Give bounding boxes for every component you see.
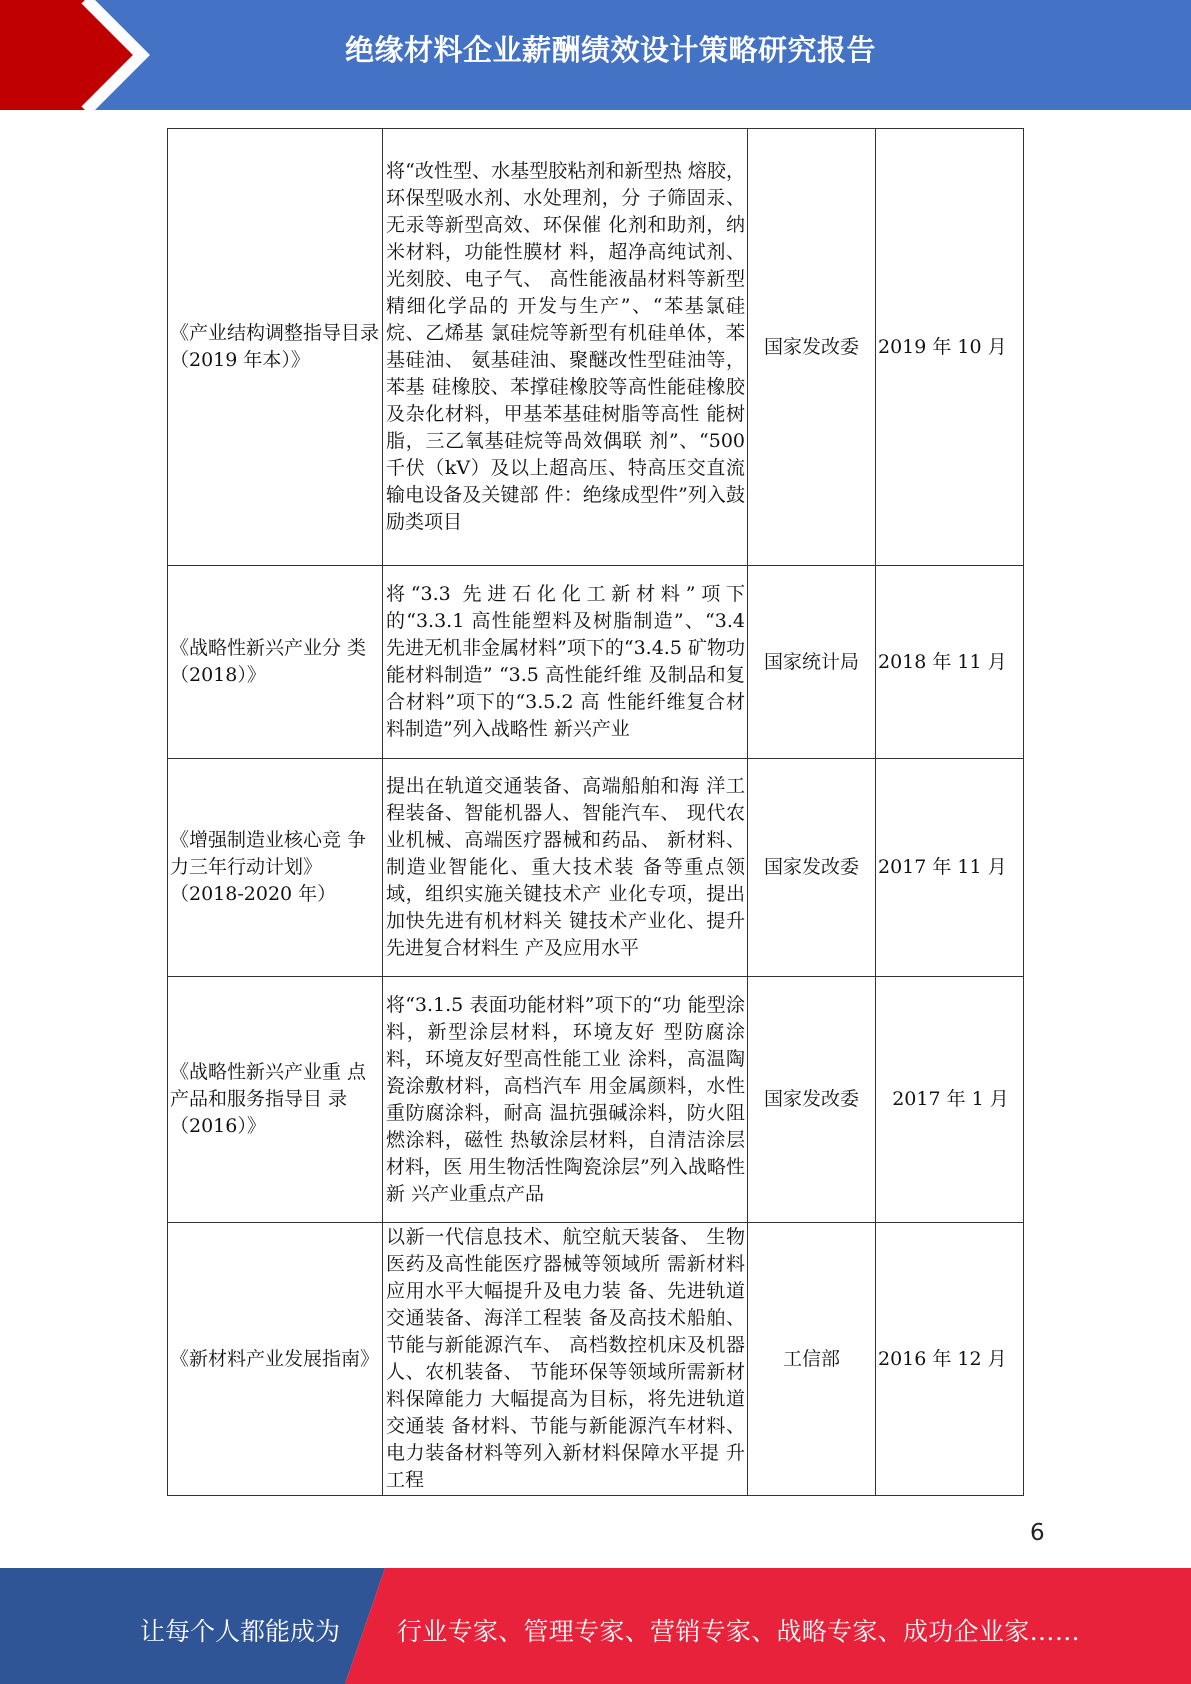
policy-content-cell: 将“3.1.5 表面功能材料”项下的“功 能型涂料，新型涂层材料，环境友好 型防腐涂料，环境友好型高性能工业 涂料，高温陶瓷涂敷材料，高档汽车 用金属颜料，水性重防腐涂料，耐高 温抗强碱涂料，防火阻燃涂料，磁性 热敏涂层材料，自清洁涂层材料，医 用生物活性陶瓷涂层”列入战略性新 兴产业重点产品 (383, 977, 748, 1223)
policy-date-cell: 2018 年 11 月 (876, 566, 1024, 759)
policy-name-cell: 《战略性新兴产业重 点产品和服务指导目 录（2016）》 (168, 977, 383, 1223)
policy-date-cell: 2019 年 10 月 (876, 129, 1024, 566)
table-row (168, 977, 1024, 1223)
table-row (168, 759, 1024, 977)
page-title: 绝缘材料企业薪酬绩效设计策略研究报告 (344, 33, 876, 67)
policy-department-cell: 国家发改委 (748, 977, 876, 1223)
policy-name-cell: 《战略性新兴产业分 类（2018）》 (168, 566, 383, 759)
table-row (168, 129, 1024, 566)
policy-department-cell: 国家统计局 (748, 566, 876, 759)
policy-department-cell: 国家发改委 (748, 759, 876, 977)
policy-name-cell: 《产业结构调整指导目录（2019 年本）》 (168, 129, 383, 566)
policy-content-cell: 将“改性型、水基型胶粘剂和新型热 熔胶，环保型吸水剂、水处理剂，分 子筛固汞、无汞等新型高效、环保催 化剂和助剂，纳米材料，功能性膜材 料，超净高纯试剂、光刻胶、电子气、 高性能液晶材料等新型精细化学品的 开发与生产”、“苯基氯硅烷、乙烯基 氯硅烷等新型有机硅单体，苯基硅油、 氨基硅油、聚醚改性型硅油等，苯基 硅橡胶、苯撑硅橡胶等高性能硅橡胶 及杂化材料，甲基苯基硅树脂等高性 能树脂，三乙氧基硅烷等咼效偶联 剂”、“500 千伏（kV）及以上超高压、特高压交直流输电设备及关键部 件：绝缘成型件”列入鼓励类项目 (383, 129, 748, 566)
policy-table (167, 128, 1024, 1496)
page-number: 6 (1030, 1520, 1045, 1546)
policy-content-cell: 以新一代信息技术、航空航天装备、 生物医药及高性能医疗器械等领域所 需新材料应用水平大幅提升及电力装 备、先进轨道交通装备、海洋工程装 备及高技术船舶、节能与新能源汽车、 高档数控机床及机器人、农机装备、 节能环保等领域所需新材料保障能力 大幅提高为目标，将先进轨道交通装 备材料、节能与新能源汽车材料、电力装备材料等列入新材料保障水平提 升工程 (383, 1223, 748, 1496)
table-row (168, 1223, 1024, 1496)
policy-date-cell: 2017 年 11 月 (876, 759, 1024, 977)
policy-content-cell: 提出在轨道交通装备、高端船舶和海 洋工程装备、智能机器人、智能汽车、 现代农业机械、高端医疗器械和药品、 新材料、制造业智能化、重大技术装 备等重点领域，组织实施关键技术产 业化专项，提出加快先进有机材料关 键技术产业化、提升先进复合材料生 产及应用水平 (383, 759, 748, 977)
policy-department-cell: 工信部 (748, 1223, 876, 1496)
table-row (168, 566, 1024, 759)
policy-content-cell: 将“3.3 先进石化化工新材料”项下的“3.3.1 高性能塑料及树脂制造”、“3.4 先进无机非金属材料”项下的“3.4.5 矿物功能材料制造” “3.5 高性能纤维 及制品和复合材料”项下的“3.5.2 高 性能纤维复合材料制造”列入战略性 新兴产业 (383, 566, 748, 759)
footer-slogan-left: 让每个人都能成为 (140, 1617, 341, 1646)
policy-date-cell: 2016 年 12 月 (876, 1223, 1024, 1496)
header-bar (0, 0, 1191, 110)
policy-name-cell: 《增强制造业核心竞 争力三年行动计划》（2018-2020 年） (168, 759, 383, 977)
policy-department-cell: 国家发改委 (748, 129, 876, 566)
policy-date-cell: 2017 年 1 月 (876, 977, 1024, 1223)
footer-slogan-right: 行业专家、管理专家、营销专家、战略专家、成功企业家…… (397, 1617, 1081, 1646)
policy-name-cell: 《新材料产业发展指南》 (168, 1223, 383, 1496)
